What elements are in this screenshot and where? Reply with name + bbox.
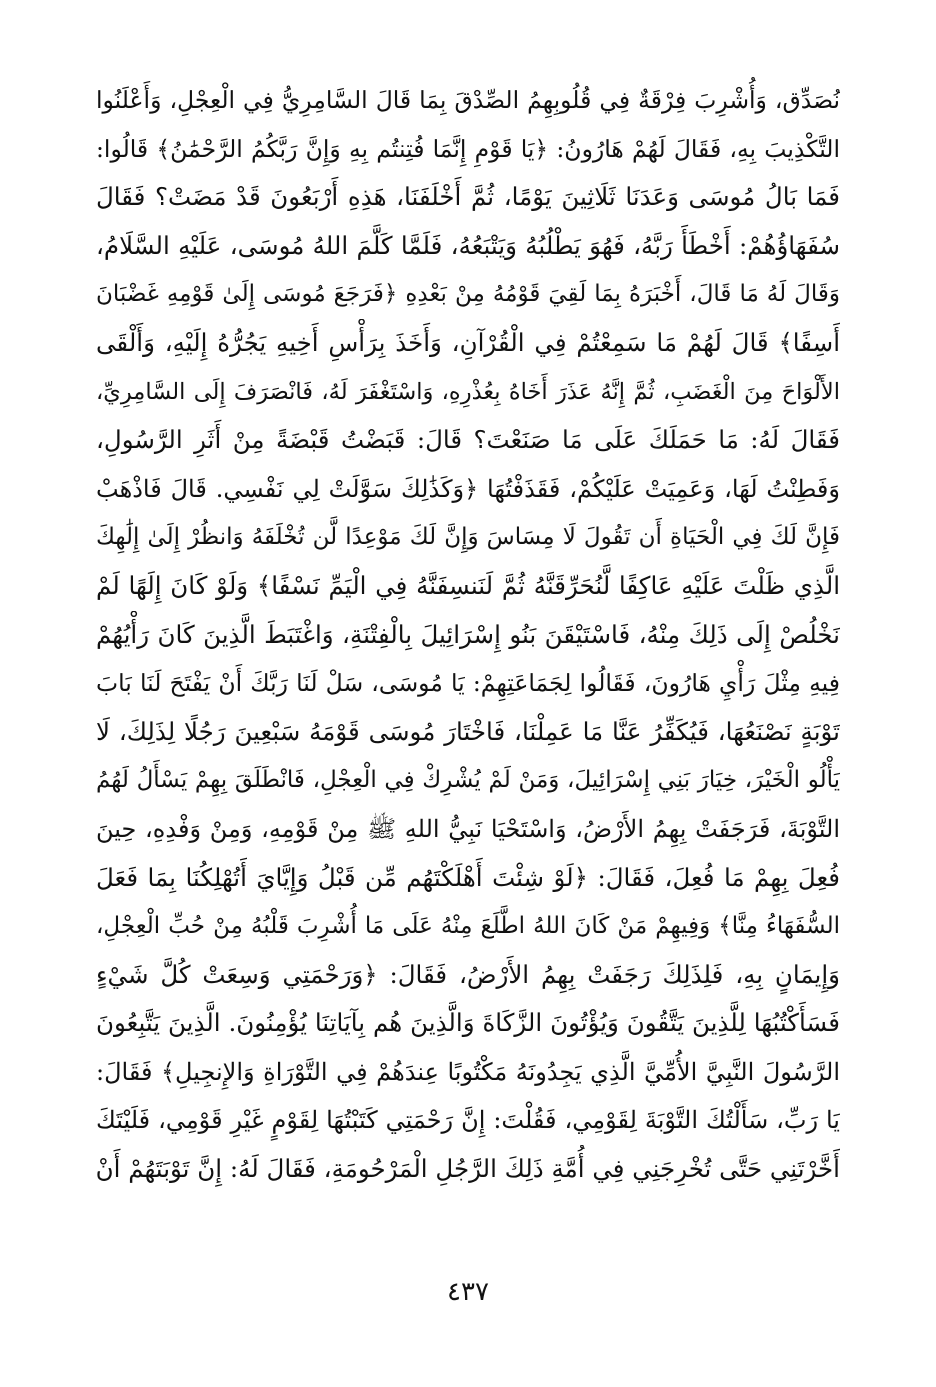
text-line: التَّوْبَةَ، فَرَجَفَتْ بِهِمُ الأَرْضُ، وَاسْتَحْيَا نَبِيُّ اللهِ ﷺ مِنْ قَوْمِهِ، وَمِنْ وَفْدِهِ، حِينَ [96,814,840,843]
text-line: نُصَدِّق، وَأُشْرِبَ فِرْقَةٌ فِي قُلُوبِهِمُ الصِّدْقَ بِمَا قَالَ السَّامِرِيُّ فِي الْعِجْلِ، وَأَعْلَنُوا [96,86,840,114]
text-line: الرَّسُولَ النَّبِيَّ الأُمِّيَّ الَّذِي يَجِدُونَهُ مَكْتُوبًا عِندَهُمْ فِي التَّوْرَاةِ وَالإِنجِيلِ﴾ فَقَالَ: [96,1057,840,1086]
text-line: فَإِنَّ لَكَ فِي الْحَيَاةِ أَن تَقُولَ لَا مِسَاسَ وَإِنَّ لَكَ مَوْعِدًا لَّن تُخْلَفَهُ وَانظُرْ إِلَىٰ إِلَٰهِكَ [96,524,840,551]
page-number: ٤٣٧ [447,1277,489,1307]
body-text [96,76,840,1194]
text-line: فَقَالَ لَهُ: مَا حَمَلَكَ عَلَى مَا صَنَعْتَ؟ قَالَ: قَبَضْتُ قَبْضَةً مِنْ أَثَرِ الرَّسُولِ، [96,425,840,455]
text-line: يَأْلُو الْخَيْرَ، خِيَارَ بَنِي إِسْرَائِيلَ، وَمَنْ لَمْ يُشْرِكْ فِي الْعِجْلِ، فَانْطَلَقَ بِهِمْ يَسْأَلُ لَهُمُ [96,767,840,794]
text-line: فِيهِ مِثْلَ رَأْيِ هَارُونَ، فَقَالُوا لِجَمَاعَتِهِمْ: يَا مُوسَى، سَلْ لَنَا رَبَّكَ أَنْ يَفْتَحَ لَنَا بَابَ [96,669,840,698]
text-line: وَإِيمَانٍ بِهِ، فَلِذَلِكَ رَجَفَتْ بِهِمُ الأَرْضُ، فَقَالَ: ﴿وَرَحْمَتِي وَسِعَتْ كُلَّ شَيْءٍ [96,959,840,989]
text-line: أَسِفًا﴾ قَالَ لَهُمْ مَا سَمِعْتُمْ فِي الْقُرْآنِ، وَأَخَذَ بِرَأْسِ أَخِيهِ يَجُرُّهُ إِلَيْهِ، وَأَلْقَى [96,327,840,357]
text-line: أَخَّرْتَنِي حَتَّى تُخْرِجَنِي فِي أُمَّةِ ذَلِكَ الرَّجُلِ الْمَرْحُومَةِ، فَقَالَ لَهُ: إِنَّ تَوْبَتَهُمْ أَنْ [96,1154,840,1184]
text-line: الأَلْوَاحَ مِنَ الْغَضَبِ، ثُمَّ إِنَّهُ عَذَرَ أَخَاهُ بِعُذْرِهِ، وَاسْتَغْفَرَ لَهُ، فَانْصَرَفَ إِلَى السَّامِرِيِّ، [96,378,840,405]
text-line: السُّفَهَاءُ مِنَّا﴾ وَفِيهِمْ مَنْ كَانَ اللهُ اطَّلَعَ مِنْهُ عَلَى مَا أُشْرِبَ قَلْبُهُ مِنْ حُبِّ الْعِجْلِ، [96,913,840,940]
text-line: وَفَطِنْتُ لَهَا، وَعَمِيَتْ عَلَيْكُمْ، فَقَذَفْتُهَا ﴿وَكَذَٰلِكَ سَوَّلَتْ لِي نَفْسِي. قَالَ فَاذْهَبْ [96,474,840,503]
text-line: فُعِلَ بِهِمْ مَا فُعِلَ، فَقَالَ: ﴿لَوْ شِئْتَ أَهْلَكْتَهُم مِّن قَبْلُ وَإِيَّايَ أَتُهْلِكُنَا بِمَا فَعَلَ [96,862,840,892]
text-line: سُفَهَاؤُهُمْ: أَخْطَأَ رَبَّهُ، فَهُوَ يَطْلُبُهُ وَيَتْبَعُهُ، فَلَمَّا كَلَّمَ اللهُ مُوسَى، عَلَيْهِ السَّلَامُ، [96,230,840,260]
text-line: تَوْبَةٍ نَصْنَعُهَا، فَيُكَفِّرُ عَنَّا مَا عَمِلْنَا، فَاخْتَارَ مُوسَى قَوْمَهُ سَبْعِينَ رَجُلًا لِذَلِكَ، لَا [96,716,840,746]
text-line: التَّكْذِيبَ بِهِ، فَقَالَ لَهُمْ هَارُونُ: ﴿يَا قَوْمِ إِنَّمَا فُتِنتُم بِهِ وَإِنَّ رَبَّكُمُ الرَّحْمَٰنُ﴾ قَالُوا: [96,134,840,163]
text-line: وَقَالَ لَهُ مَا قَالَ، أَخْبَرَهُ بِمَا لَقِيَ قَوْمُهُ مِنْ بَعْدِهِ ﴿فَرَجَعَ مُوسَى إِلَىٰ قَوْمِهِ غَضْبَانَ [96,281,840,308]
text-line: فَمَا بَالُ مُوسَى وَعَدَنَا ثَلَاثِينَ يَوْمًا، ثُمَّ أَخْلَفَنَا، هَذِهِ أَرْبَعُونَ قَدْ مَضَتْ؟ فَقَالَ [96,182,840,212]
text-line: الَّذِي ظَلْتَ عَلَيْهِ عَاكِفًا لَّنُحَرِّقَنَّهُ ثُمَّ لَنَنسِفَنَّهُ فِي الْيَمِّ نَسْفًا﴾ وَلَوْ كَانَ إِلَهًا لَمْ [96,570,840,600]
text-line: فَسَأَكْتُبُهَا لِلَّذِينَ يَتَّقُونَ وَيُؤْتُونَ الزَّكَاةَ وَالَّذِينَ هُم بِآيَاتِنَا يُؤْمِنُونَ. الَّذِينَ يَتَّبِعُونَ [96,1008,840,1038]
text-line: نَخْلُصْ إِلَى ذَلِكَ مِنْهُ، فَاسْتَيْقَنَ بَنُو إِسْرَائِيلَ بِالْفِتْنَةِ، وَاغْتَبَطَ الَّذِينَ كَانَ رَأْيُهُمْ [96,619,840,649]
text-line: يَا رَبِّ، سَأَلْتُكَ التَّوْبَةَ لِقَوْمِي، فَقُلْتَ: إِنَّ رَحْمَتِي كَتَبْتُهَا لِقَوْمٍ غَيْرِ قَوْمِي، فَلَيْتَكَ [96,1106,840,1135]
